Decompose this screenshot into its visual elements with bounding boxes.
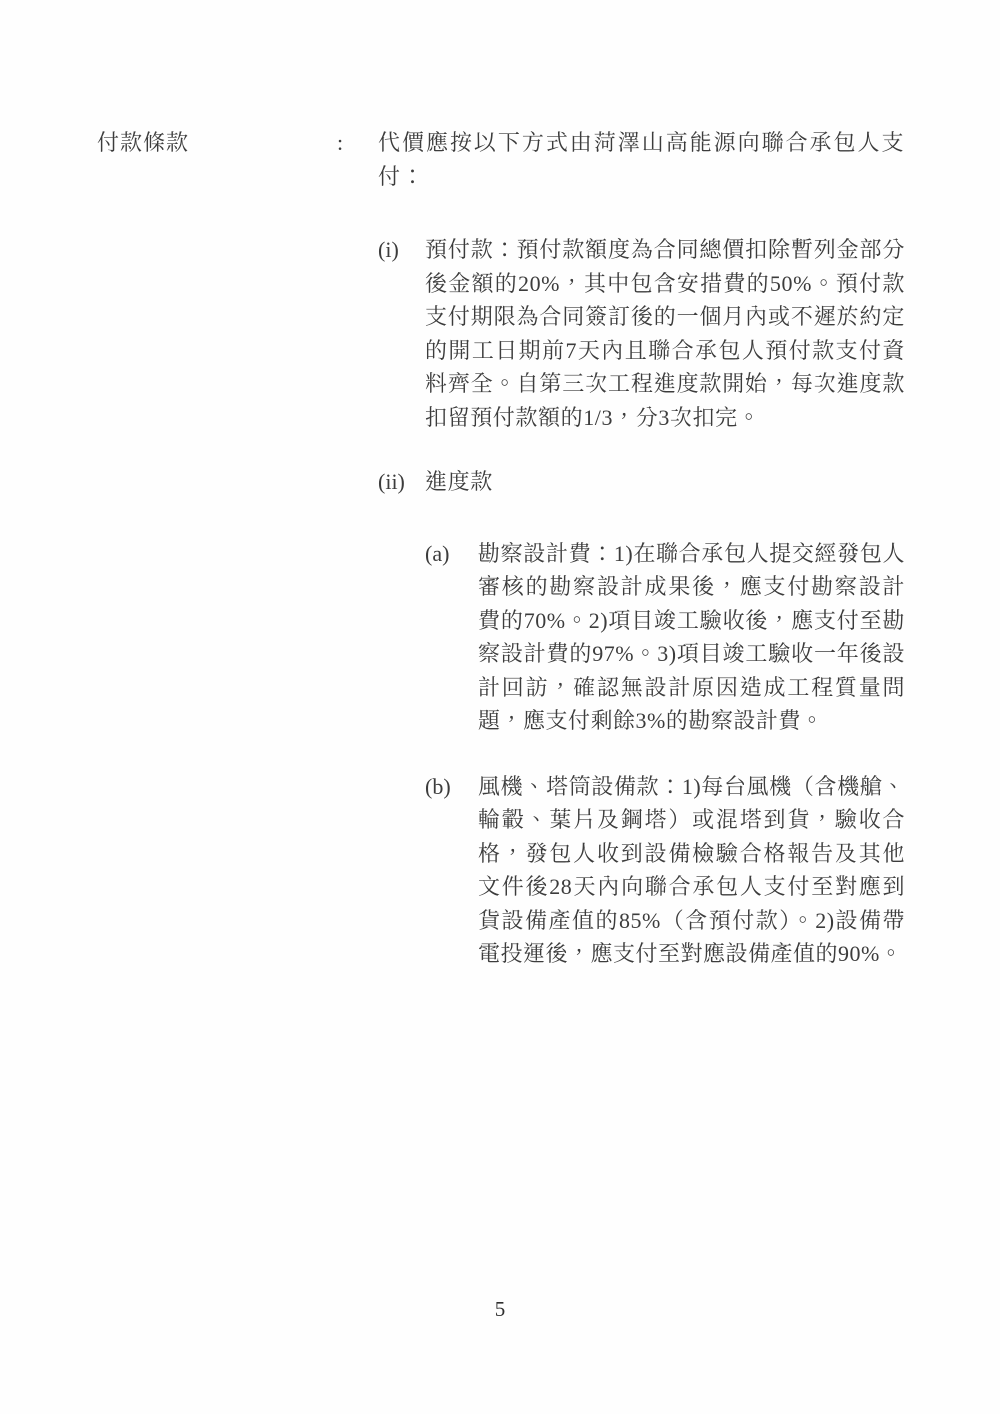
list-marker-ii: (ii) — [378, 469, 405, 494]
sublist-item-b — [425, 770, 905, 971]
page-number: 5 — [494, 1297, 506, 1321]
field-label-payment-terms: 付款條款 — [97, 130, 190, 155]
sublist-marker-a: (a) — [425, 540, 450, 566]
sublist-item-b-text: 風機、塔筒設備款：1)每台風機（含機艙、輪轂、葉片及鋼塔）或混塔到貨，驗收合格，發包人收到設備檢驗合格報告及其他文件後28天內向聯合承包人支付至對應到貨設備產值的85%（含預付款）。2)設備帶電投運後，應支付至對應設備產值的90%。 — [478, 773, 905, 966]
list-item-ii — [378, 465, 905, 499]
list-marker-i: (i) — [378, 237, 399, 262]
sublist-marker-b: (b) — [425, 773, 451, 799]
intro-paragraph: 代價應按以下方式由菏澤山高能源向聯合承包人支付： — [378, 130, 905, 189]
sublist-item-a — [425, 537, 905, 738]
sublist-item-a-text: 勘察設計費：1)在聯合承包人提交經發包人審核的勘察設計成果後，應支付勘察設計費的70%。2)項目竣工驗收後，應支付至勘察設計費的97%。3)項目竣工驗收一年後設計回訪，確認無設計原因造成工程質量問題，應支付剩餘3%的勘察設計費。 — [478, 540, 905, 733]
list-item-i-text: 預付款：預付款額度為合同總價扣除暫列金部分後金額的20%，其中包含安措費的50%。預付款支付期限為合同簽訂後的一個月內或不遲於約定的開工日期前7天內且聯合承包人預付款支付資料齊全。自第三次工程進度款開始，每次進度款扣留預付款額的1/3，分3次扣完。 — [425, 237, 905, 430]
label-separator: : — [337, 130, 344, 155]
terms-content — [378, 126, 905, 1003]
list-item-i — [378, 233, 905, 434]
list-item-ii-text: 進度款 — [425, 469, 493, 494]
